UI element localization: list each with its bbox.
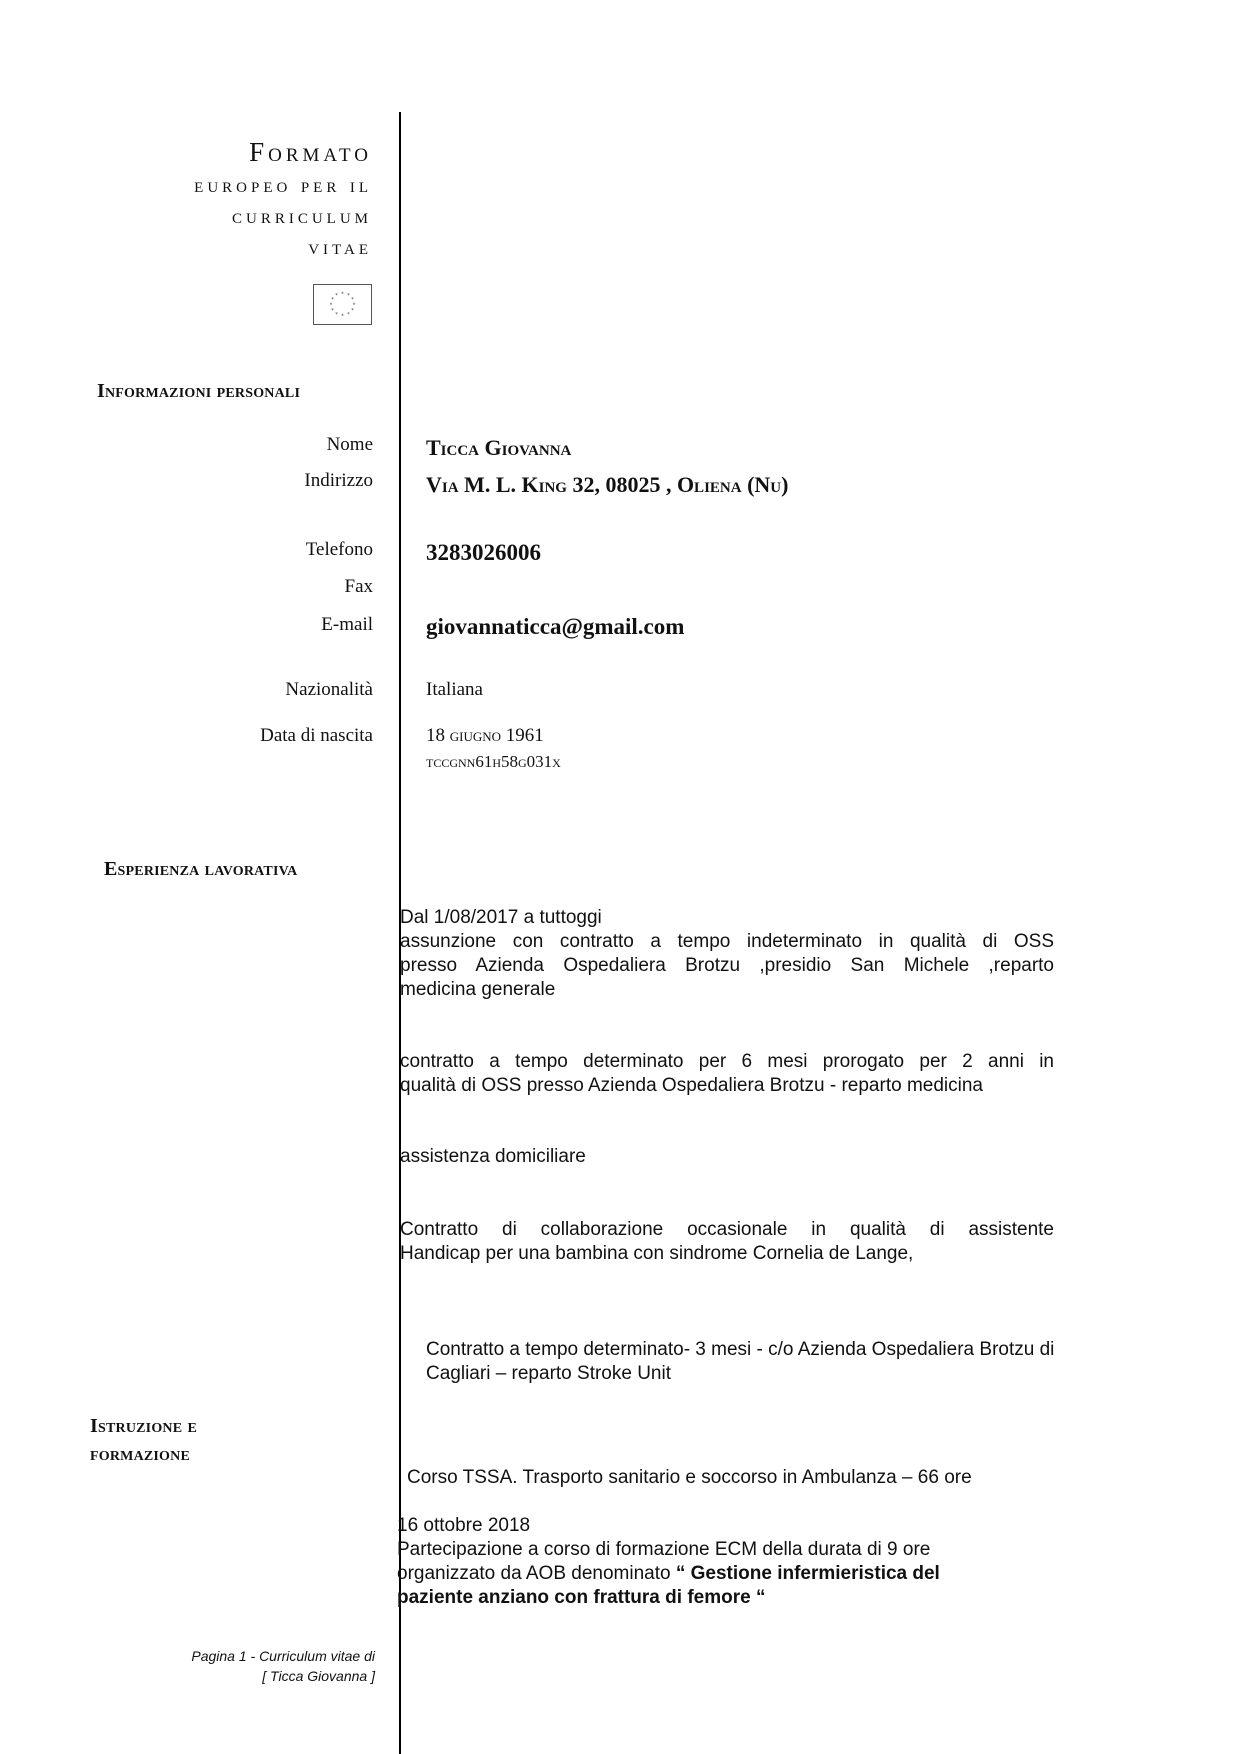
section-personal-info: Informazioni personali (97, 380, 301, 402)
work-entry-5-line-1: Contratto a tempo determinato- 3 mesi - c/o Azienda Ospedaliera Brotzu di (426, 1339, 1055, 1360)
format-title (52, 137, 372, 262)
footer-line-1: Pagina 1 - Curriculum vitae di (191, 1648, 375, 1664)
svg-text:*: * (335, 293, 338, 299)
education-entry-2 (397, 1514, 1051, 1610)
label-birth-date: Data di nascita (260, 725, 373, 746)
label-nationality: Nazionalità (285, 679, 373, 700)
work-entry-1 (400, 906, 1054, 1002)
label-name: Nome (326, 434, 373, 455)
work-entry-1-line-3: medicina generale (400, 979, 556, 1000)
work-entry-5 (426, 1338, 1186, 1386)
eu-stars-icon (314, 285, 371, 324)
work-entry-2 (400, 1050, 1054, 1098)
education-entry-2-line-2 (397, 1562, 1051, 1586)
work-entry-1-line-2: presso Azienda Ospedaliera Brotzu ,presidio San Michele ,reparto (400, 955, 1054, 976)
svg-text:*: * (335, 312, 338, 318)
work-entry-2-line-2: qualità di OSS presso Azienda Ospedaliera Brotzu - reparto medicina (400, 1075, 983, 1096)
work-entry-3 (400, 1145, 1054, 1169)
page-footer (191, 1646, 375, 1686)
svg-text:*: * (347, 312, 350, 318)
svg-text:*: * (351, 297, 354, 303)
footer-line-2: [ Ticca Giovanna ] (262, 1668, 375, 1684)
value-address: Via M. L. King 32, 08025 , Oliena (Nu) (426, 472, 789, 497)
work-entry-2-line-1: contratto a tempo determinato per 6 mesi prorogato per 2 anni in (400, 1051, 1054, 1072)
education-entry-2-line-3 (397, 1586, 1051, 1610)
section-work-experience: Esperienza lavorativa (104, 858, 298, 880)
svg-text:*: * (352, 302, 356, 309)
education-entry-2-course-title: “ Gestione infermieristica del (675, 1563, 940, 1584)
work-entry-4-line-2: Handicap per una bambina con sindrome Cornelia de Lange, (400, 1243, 914, 1264)
value-birth-date: 18 giugno 1961 (426, 725, 544, 746)
value-email: giovannaticca@gmail.com (426, 614, 685, 639)
education-entry-2-course-title-cont: paziente anziano con frattura di femore “ (397, 1587, 766, 1608)
value-name: Ticca Giovanna (426, 435, 572, 460)
svg-text:*: * (341, 313, 344, 320)
education-entry-2-date: 16 ottobre 2018 (397, 1515, 531, 1536)
svg-text:*: * (331, 297, 334, 303)
education-entry-1 (407, 1466, 1167, 1490)
format-title-line-2: europeo per il (194, 172, 372, 197)
education-entry-2-line-1: Partecipazione a corso di formazione ECM della durata di 9 ore (397, 1539, 931, 1560)
svg-text:*: * (347, 293, 350, 299)
format-title-line-3: curriculum (231, 203, 372, 228)
education-entry-2-line-2-prefix: organizzato da AOB denominato (397, 1563, 676, 1584)
eu-flag-logo (313, 284, 372, 325)
work-entry-1-line-1: assunzione con contratto a tempo indeterminato in qualità di OSS (400, 931, 1054, 952)
format-title-line-1: Formato (249, 137, 372, 167)
svg-text:*: * (331, 308, 334, 314)
value-nationality: Italiana (426, 679, 483, 700)
education-entry-1-line: Corso TSSA. Trasporto sanitario e soccorso in Ambulanza – 66 ore (407, 1467, 972, 1488)
label-address: Indirizzo (304, 470, 373, 491)
value-tax-code: tccgnn61h58g031x (426, 752, 561, 771)
work-entry-4-line-1: Contratto di collaborazione occasionale in qualità di assistente (400, 1219, 1054, 1240)
section-education (90, 1412, 197, 1468)
label-fax: Fax (344, 576, 373, 597)
value-phone: 3283026006 (426, 540, 541, 565)
work-entry-5-line-2: Cagliari – reparto Stroke Unit (426, 1363, 671, 1384)
svg-text:*: * (329, 302, 333, 309)
work-entry-1-period: Dal 1/08/2017 a tuttoggi (400, 907, 602, 928)
svg-text:*: * (341, 291, 344, 298)
section-education-line-2: formazione (90, 1443, 190, 1465)
work-entry-3-line-1: assistenza domiciliare (400, 1146, 586, 1167)
label-email: E-mail (321, 614, 373, 635)
work-entry-4 (400, 1218, 1054, 1266)
svg-text:*: * (351, 308, 354, 314)
section-education-line-1: Istruzione e (90, 1415, 197, 1437)
format-title-line-4: vitae (308, 234, 372, 259)
label-phone: Telefono (305, 539, 373, 560)
